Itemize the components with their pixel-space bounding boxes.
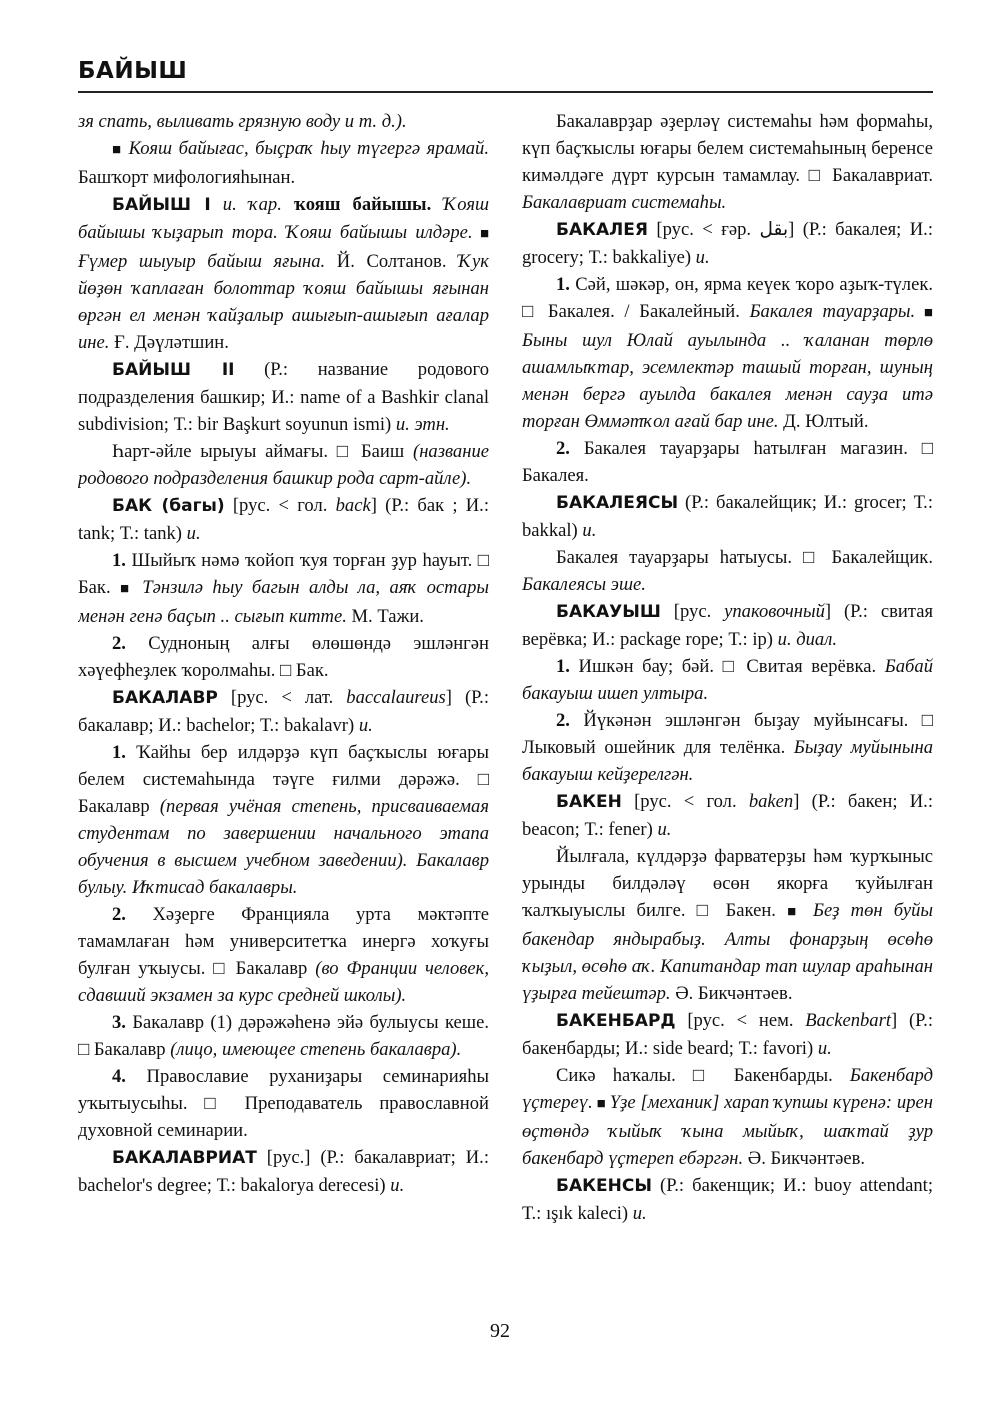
text-run: 2.	[556, 438, 570, 459]
text-run: 3.	[112, 1012, 126, 1033]
text-run: Быны шул Юлай ауылында .. ҡаланан төрлө ашамлыҡтар, эсемлектәр ташый торған, шуның менән бергә ауылда бакалея менән сауҙа итә торған Өммәтҡол ағай бар ине.	[522, 330, 933, 432]
headword: БАКАЛЕЯ	[556, 220, 648, 240]
text-run: back	[335, 495, 371, 516]
text-run: М. Тажи.	[346, 606, 424, 627]
text-run: Бакалаврҙар әҙерләү системаһы һәм формаһы, күп баҫҡыслы юғары белем системаһының беренсе кимәлдәге дүрт курсын тамамлау. □ Бакалавриат.	[522, 111, 933, 186]
text-run: Ә. Бикчәнтәев.	[670, 983, 793, 1004]
text-run: Православие руханиҙары семинарияһы уҡытыусыһы. □ Преподаватель православной духовной семинарии.	[78, 1066, 489, 1141]
text-run: Йылғала, күлдәрҙә фарватерҙы һәм ҡурҡыныс урынды билдәләү өсөн якорға ҡуйылған ҡалҡыуыслы билге. □ Бакен.	[522, 846, 933, 921]
text-run: Бабай бакауыш ишеп ултыра.	[522, 656, 933, 704]
text-run: (Р.: бакенщик; И.: buoy attendant; Т.: ışık kaleci)	[522, 1175, 933, 1224]
text-run: 2.	[112, 633, 126, 654]
entry-paragraph	[78, 492, 489, 547]
text-run: и.	[390, 1175, 405, 1196]
text-run: [рус.	[660, 601, 725, 622]
text-run: ■	[915, 305, 933, 321]
header-title: БАЙЫШ	[78, 58, 188, 84]
entry-paragraph	[522, 216, 933, 271]
sense-paragraph	[522, 544, 933, 598]
text-run: и. этн.	[395, 414, 450, 435]
text-run: Кояш байығас, быҫраҡ һыу түгергә ярамай.	[128, 138, 489, 159]
text-run: и.	[695, 247, 710, 268]
text-run: (первая учёная степень, присваиваемая студентам по завершении начального этапа обучения в высшем учебном заведении). Бакалавр булыу. Иҡтисад бакалавры.	[78, 796, 489, 898]
text-run: 1.	[556, 274, 570, 295]
text-run	[282, 194, 294, 215]
text-run: ] (Р.: бак ; И.: tank; Т.: tank)	[78, 495, 489, 544]
headword: БАКАЛАВР	[112, 688, 218, 708]
headword: БАЙЫШ I	[112, 195, 211, 215]
text-run: [рус. < гол.	[224, 495, 336, 516]
sense-paragraph	[78, 108, 489, 135]
text-run: Башҡорт мифологияһынан.	[78, 167, 296, 188]
text-run: Ғ. Дәүләтшин.	[109, 332, 229, 353]
sense-paragraph	[522, 1062, 933, 1172]
text-run: Ғүмер шыуыр байыш яғына.	[78, 251, 326, 272]
text-run: Бакалавр (1) дәрәжәһенә эйә булыусы кеше. □ Бакалавр	[78, 1012, 489, 1060]
entry-paragraph	[78, 1144, 489, 1199]
text-run: Д. Юлтый.	[778, 411, 869, 432]
text-run: Үҙе [механик] харап ҡупшы күренә: ирен өҫтөндә ҡыйыҡ ҡына мыйыҡ, шаҡтай ҙур бакенбард үҫтереп ебәргән.	[522, 1092, 933, 1169]
text-run: 2.	[112, 904, 126, 925]
text-run: Бакалея тауарҙары.	[749, 301, 916, 322]
text-run: (лицо, имеющее степень бакалавра).	[170, 1039, 462, 1060]
text-run: Ҡояш байышы ҡыҙарып тора. Ҡояш байышы илдәре.	[78, 194, 489, 243]
text-run: (Р.: бакалейщик; И.: grocer; Т.: bakkal)	[522, 492, 933, 541]
text-run: Тәнзилә һыу багын алды ла, аяҡ остары менән генә баҫып .. сығып китте.	[78, 577, 489, 627]
text-run: Беҙ төн буйы бакендар яндырабыҙ. Алты фонарҙың өсөһө ҡыҙыл, өсөһө аҡ. Капитандар тап шулар араһынан үҙырға тейештәр.	[522, 900, 933, 1004]
text-run: Бакенбард үҫтереү.	[522, 1065, 933, 1113]
text-run: [рус. < нем.	[675, 1010, 806, 1031]
headword: БАКАЛАВРИАТ	[112, 1148, 257, 1168]
text-run: ■	[787, 904, 813, 920]
entry-paragraph	[78, 191, 489, 356]
text-run	[211, 194, 223, 215]
text-run: (название родового подразделения башкир рода сарт-айле).	[78, 441, 489, 489]
text-run: ■	[120, 581, 143, 597]
sense-paragraph	[78, 739, 489, 901]
sense-paragraph	[78, 547, 489, 630]
text-run: [рус.] (Р.: бакалавриат; И.: bachelor's degree; Т.: bakalorya derecesi)	[78, 1147, 489, 1196]
header-rule	[78, 91, 933, 93]
text-run: 2.	[556, 710, 570, 731]
text-run: Судноның алғы өлөшөндә эшләнгән хәүефһеҙлек ҡоролмаһы. □ Бак.	[78, 633, 489, 681]
text-run: [рус. < ғәр. بقل] (Р.: бакалея; И.: grocery; Т.: bakkaliye)	[522, 219, 933, 268]
text-run: [рус. < гол.	[621, 791, 749, 812]
text-run: и.	[582, 520, 597, 541]
sense-paragraph	[78, 901, 489, 1009]
headword: БАКАЛЕЯСЫ	[556, 493, 679, 513]
entry-paragraph	[522, 1007, 933, 1062]
sense-paragraph	[522, 271, 933, 435]
text-run: Быҙау муйынына бакауыш кейҙерелгән.	[522, 737, 933, 785]
entry-paragraph	[78, 356, 489, 438]
sense-paragraph	[78, 135, 489, 191]
text-run: и.	[817, 1038, 832, 1059]
text-run: 1.	[112, 742, 126, 763]
sense-paragraph	[522, 653, 933, 707]
headword: БАКЕН	[556, 792, 622, 812]
entry-paragraph	[522, 598, 933, 653]
text-run: (Р.: название родового подразделения башкир; И.: name of a Bashkir clanal subdivision; Т.: bir Başkurt soyunun ismi)	[78, 359, 489, 435]
text-run: (во Франции человек, сдавший экзамен за курс средней школы).	[78, 958, 489, 1006]
text-run: и.	[186, 523, 201, 544]
sense-paragraph	[522, 707, 933, 788]
headword: БАКЕНБАРД	[556, 1011, 676, 1031]
text-run: и.	[358, 715, 373, 736]
text-run: Йүкәнән эшләнгән быҙау муйынсағы. □ Лыковый ошейник для телёнка.	[522, 710, 933, 758]
text-run: Хәҙерге Францияла урта мәктәпте тамамлаған һәм университетҡа инергә хоҡуғы булған уҡыусы. □ Бакалавр	[78, 904, 489, 979]
running-header	[78, 58, 933, 96]
entry-paragraph	[78, 684, 489, 739]
right-column	[522, 108, 933, 1318]
text-run: зя спать, выливать грязную воду и т. д.).	[78, 111, 407, 132]
sense-paragraph	[522, 435, 933, 489]
text-run: 1.	[112, 550, 126, 571]
text-run: упаковочный	[724, 601, 825, 622]
text-run: Й. Солтанов.	[325, 251, 459, 272]
text-run: и.	[657, 819, 672, 840]
text-run: ] (Р.: бакалавр; И.: bachelor; Т.: bakalavr)	[78, 687, 489, 736]
sense-paragraph	[78, 630, 489, 684]
page-number: 92	[490, 1320, 510, 1342]
text-run: Бакалавриат системаһы.	[522, 192, 727, 213]
left-column	[78, 108, 489, 1318]
text-run: ] (Р.: бакен; И.: beacon; Т.: fener)	[522, 791, 933, 840]
text-run: 1.	[556, 656, 570, 677]
text-run: Сәй, шәкәр, он, ярма кеүек ҡоро аҙыҡ-түлек. □ Бакалея. / Бакалейный.	[522, 274, 933, 322]
sense-paragraph	[522, 108, 933, 216]
text-run: Ә. Бикчәнтәев.	[743, 1148, 866, 1169]
text-run: Бакалея тауарҙары һатыусы. □ Бакалейщик.	[556, 547, 933, 568]
text-run	[431, 194, 443, 215]
sense-paragraph	[78, 438, 489, 492]
sense-paragraph	[522, 843, 933, 1007]
text-run: и.	[632, 1203, 647, 1224]
text-run: Ҡук йөҙөн ҡаплаған болоттар ҡояш байышы яғынан өргән ел менән ҡайҙалыр ашығып-ашығып ағалар ине.	[78, 251, 489, 353]
text-run: Backenbart	[805, 1010, 891, 1031]
text-run: baken	[748, 791, 794, 812]
text-run: ■	[592, 1096, 610, 1112]
entry-paragraph	[522, 1172, 933, 1227]
text-run: ] (Р.: бакенбарды; И.: side beard; Т.: favori)	[522, 1010, 933, 1059]
text-run: baccalaureus	[346, 687, 446, 708]
sense-paragraph	[78, 1009, 489, 1063]
text-run: и. диал.	[777, 629, 837, 650]
text-run: ҡояш байышы.	[294, 194, 432, 215]
headword: БАК (багы)	[112, 496, 225, 516]
text-run: Һарт-әйле ырыуы аймағы. □ Баиш	[112, 441, 414, 462]
text-run: 4.	[112, 1066, 126, 1087]
headword: БАЙЫШ II	[112, 360, 235, 380]
text-run: Бакалеясы эше.	[522, 574, 646, 595]
headword: БАКЕНСЫ	[556, 1176, 652, 1196]
text-run: Сикә һаҡалы. □ Бакенбарды.	[556, 1065, 850, 1086]
text-run: ] (Р.: свитая верёвка; И.: package rope; Т.: ip)	[522, 601, 933, 650]
text-run: [рус. < лат.	[217, 687, 347, 708]
entry-paragraph	[522, 788, 933, 843]
sense-paragraph	[78, 1063, 489, 1144]
text-run: Шыйыҡ нәмә ҡойоп ҡуя торған ҙур һауыт. □ Бак.	[78, 550, 489, 598]
text-run: Ҡайһы бер илдәрҙә күп баҫҡыслы юғары белем системаһында тәүге ғилми дәрәжә. □ Бакалавр	[78, 742, 489, 817]
text-run: ■	[472, 226, 489, 242]
text-run: Бакалея тауарҙары һатылған магазин. □ Бакалея.	[522, 438, 933, 486]
text-run: и. ҡар.	[222, 194, 282, 215]
entry-paragraph	[522, 489, 933, 544]
text-run: Ишкән бау; бәй. □ Свитая верёвка.	[569, 656, 885, 677]
text-run: ■	[112, 142, 129, 158]
headword: БАКАУЫШ	[556, 602, 661, 622]
